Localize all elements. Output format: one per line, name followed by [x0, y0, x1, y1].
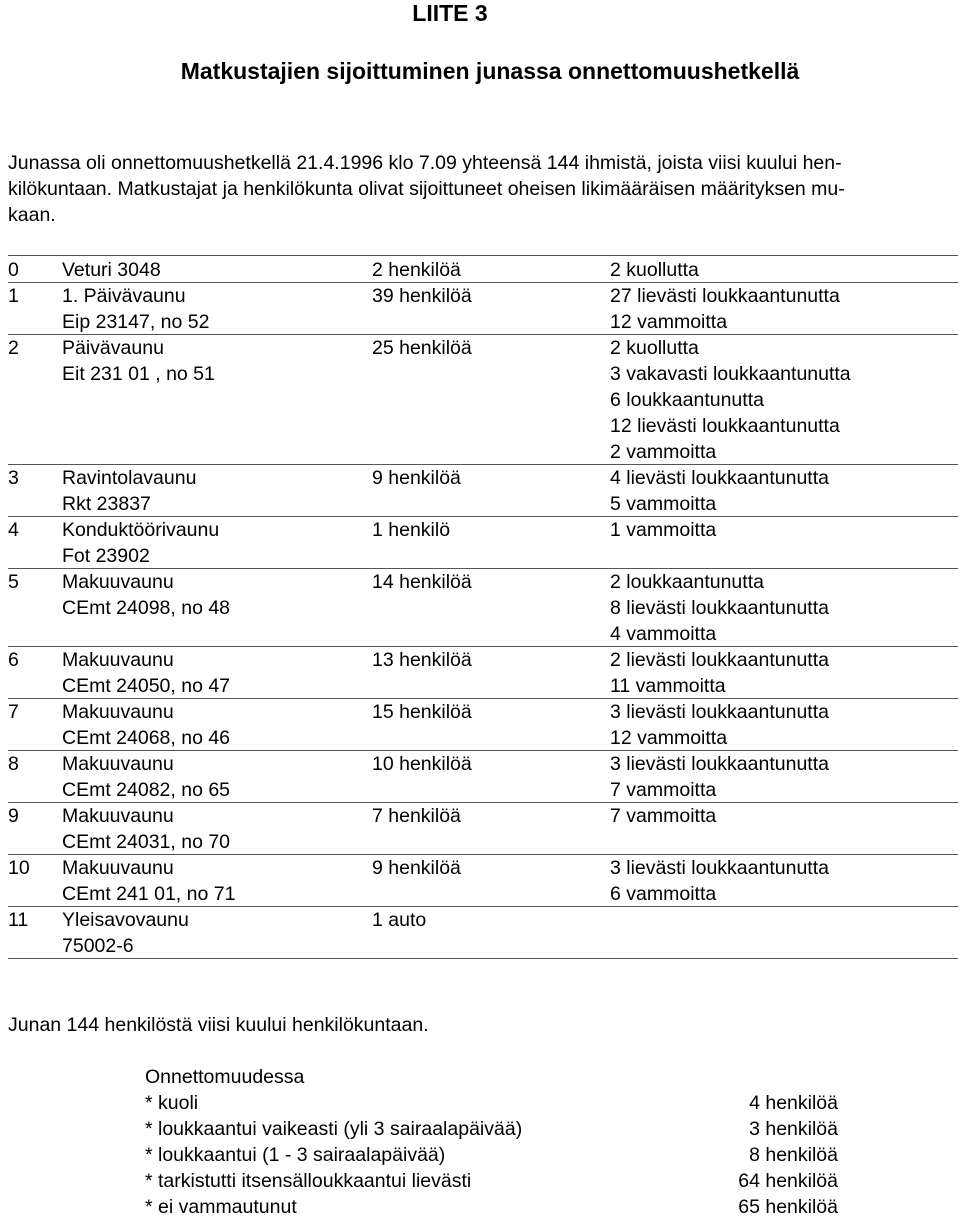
injury-line: 3 lievästi loukkaantunutta — [610, 857, 829, 879]
car-number — [8, 855, 30, 881]
table-row — [0, 647, 960, 699]
car-number — [8, 335, 19, 361]
injury-line: 6 loukkaantunutta — [610, 389, 764, 411]
table-row — [0, 855, 960, 907]
summary-label: * loukkaantui vaikeasti (yli 3 sairaalapäivää) — [145, 1118, 523, 1140]
table-row — [0, 803, 960, 855]
car-persons: 13 henkilöä — [372, 649, 472, 671]
car-number — [8, 517, 19, 543]
car-identifier: CEmt 241 01, no 71 — [62, 883, 236, 905]
staff-note: Junan 144 henkilöstä viisi kuului henkilökuntaan. — [8, 1014, 429, 1036]
injury-line: 8 lievästi loukkaantunutta — [610, 597, 829, 619]
car-number — [8, 569, 19, 595]
injury-line: 2 lievästi loukkaantunutta — [610, 649, 829, 671]
injury-line: 3 lievästi loukkaantunutta — [610, 753, 829, 775]
summary-value: 3 henkilöä — [749, 1118, 838, 1140]
car-name: Päivävaunu — [62, 337, 164, 359]
table-row — [0, 465, 960, 517]
car-identifier: CEmt 24082, no 65 — [62, 779, 231, 801]
summary-value: 8 henkilöä — [749, 1144, 838, 1166]
summary-heading: Onnettomuudessa — [145, 1066, 305, 1088]
car-persons: 7 henkilöä — [372, 805, 461, 827]
car-name: Makuuvaunu — [62, 571, 174, 593]
summary-value: 4 henkilöä — [749, 1092, 838, 1114]
table-row — [0, 335, 960, 465]
car-persons: 14 henkilöä — [372, 571, 472, 593]
car-number-text: 2 — [8, 337, 19, 359]
injury-line: 1 vammoitta — [610, 519, 717, 541]
car-number-text: 0 — [8, 259, 19, 281]
summary-value: 65 henkilöä — [738, 1196, 838, 1218]
car-persons: 10 henkilöä — [372, 753, 472, 775]
intro-line: kaan. — [8, 204, 56, 226]
injury-line: 2 vammoitta — [610, 441, 717, 463]
injury-line: 2 loukkaantunutta — [610, 571, 764, 593]
car-number-text: 11 — [8, 909, 29, 931]
car-name: Ravintolavaunu — [62, 467, 197, 489]
intro-line: Junassa oli onnettomuushetkellä 21.4.1996 klo 7.09 yhteensä 144 ihmistä, joista viisi kuului hen- — [8, 152, 842, 174]
summary-label: * ei vammautunut — [145, 1196, 297, 1218]
table-rule — [8, 255, 958, 256]
car-name: Makuuvaunu — [62, 805, 174, 827]
car-name: Makuuvaunu — [62, 753, 174, 775]
car-number — [8, 907, 28, 933]
car-number-text: 4 — [8, 519, 19, 541]
table-row — [0, 257, 960, 283]
injury-line: 7 vammoitta — [610, 779, 717, 801]
car-number — [8, 257, 19, 283]
table-row — [0, 517, 960, 569]
car-number-text: 6 — [8, 649, 19, 671]
car-identifier: Eip 23147, no 52 — [62, 311, 210, 333]
car-number — [8, 699, 19, 725]
car-number — [8, 283, 19, 309]
injury-line: 3 lievästi loukkaantunutta — [610, 701, 829, 723]
car-number-text: 10 — [8, 857, 30, 879]
injury-line: 11 vammoitta — [610, 675, 726, 697]
car-name: Makuuvaunu — [62, 649, 174, 671]
injury-line: 2 kuollutta — [610, 337, 699, 359]
table-row — [0, 751, 960, 803]
table-row — [0, 907, 960, 959]
car-name: Konduktöörivaunu — [62, 519, 220, 541]
car-persons: 9 henkilöä — [372, 467, 461, 489]
car-name: Yleisavovaunu — [62, 909, 189, 931]
car-persons: 39 henkilöä — [372, 285, 472, 307]
summary-value: 64 henkilöä — [738, 1170, 838, 1192]
car-name: Makuuvaunu — [62, 701, 174, 723]
injury-line: 7 vammoitta — [610, 805, 717, 827]
table-row — [0, 699, 960, 751]
car-identifier: CEmt 24098, no 48 — [62, 597, 231, 619]
car-persons: 15 henkilöä — [372, 701, 472, 723]
car-persons: 25 henkilöä — [372, 337, 472, 359]
car-identifier: 75002-6 — [62, 935, 134, 957]
car-identifier: CEmt 24050, no 47 — [62, 675, 231, 697]
car-number-text: 8 — [8, 753, 19, 775]
document-title: Matkustajien sijoittuminen junassa onnettomuushetkellä — [180, 58, 800, 84]
table-row — [0, 569, 960, 647]
car-number — [8, 803, 19, 829]
car-number — [8, 465, 19, 491]
summary-label: * kuoli — [145, 1092, 199, 1114]
car-number-text: 7 — [8, 701, 19, 723]
injury-line: 6 vammoitta — [610, 883, 717, 905]
car-identifier: Rkt 23837 — [62, 493, 151, 515]
car-persons: 1 auto — [372, 909, 427, 931]
car-number-text: 1 — [8, 285, 19, 307]
summary-label: * tarkistutti itsensälloukkaantui lievästi — [145, 1170, 472, 1192]
car-persons: 2 henkilöä — [372, 259, 461, 281]
injury-line: 2 kuollutta — [610, 259, 699, 281]
injury-line: 3 vakavasti loukkaantunutta — [610, 363, 851, 385]
car-number-text: 3 — [8, 467, 19, 489]
car-number — [8, 647, 19, 673]
car-persons: 9 henkilöä — [372, 857, 461, 879]
car-number — [8, 751, 19, 777]
car-identifier: Eit 231 01 , no 51 — [62, 363, 215, 385]
appendix-title: LIITE 3 — [412, 0, 488, 26]
injury-line: 12 lievästi loukkaantunutta — [610, 415, 840, 437]
car-identifier: CEmt 24031, no 70 — [62, 831, 231, 853]
car-identifier: CEmt 24068, no 46 — [62, 727, 231, 749]
injury-line: 27 lievästi loukkaantunutta — [610, 285, 840, 307]
car-number-text: 5 — [8, 571, 19, 593]
injury-line: 5 vammoitta — [610, 493, 717, 515]
injury-line: 4 vammoitta — [610, 623, 717, 645]
car-persons: 1 henkilö — [372, 519, 451, 541]
injury-line: 12 vammoitta — [610, 727, 728, 749]
intro-line: kilökuntaan. Matkustajat ja henkilökunta olivat sijoittuneet oheisen likimääräisen määrityksen mu- — [8, 178, 845, 200]
table-row — [0, 283, 960, 335]
car-name: Veturi 3048 — [62, 259, 161, 281]
car-identifier: Fot 23902 — [62, 545, 150, 567]
car-name: Makuuvaunu — [62, 857, 174, 879]
car-name: 1. Päivävaunu — [62, 285, 186, 307]
table-rule — [8, 958, 958, 959]
injury-line: 4 lievästi loukkaantunutta — [610, 467, 829, 489]
injury-line: 12 vammoitta — [610, 311, 728, 333]
summary-label: * loukkaantui (1 - 3 sairaalapäivää) — [145, 1144, 446, 1166]
car-number-text: 9 — [8, 805, 19, 827]
